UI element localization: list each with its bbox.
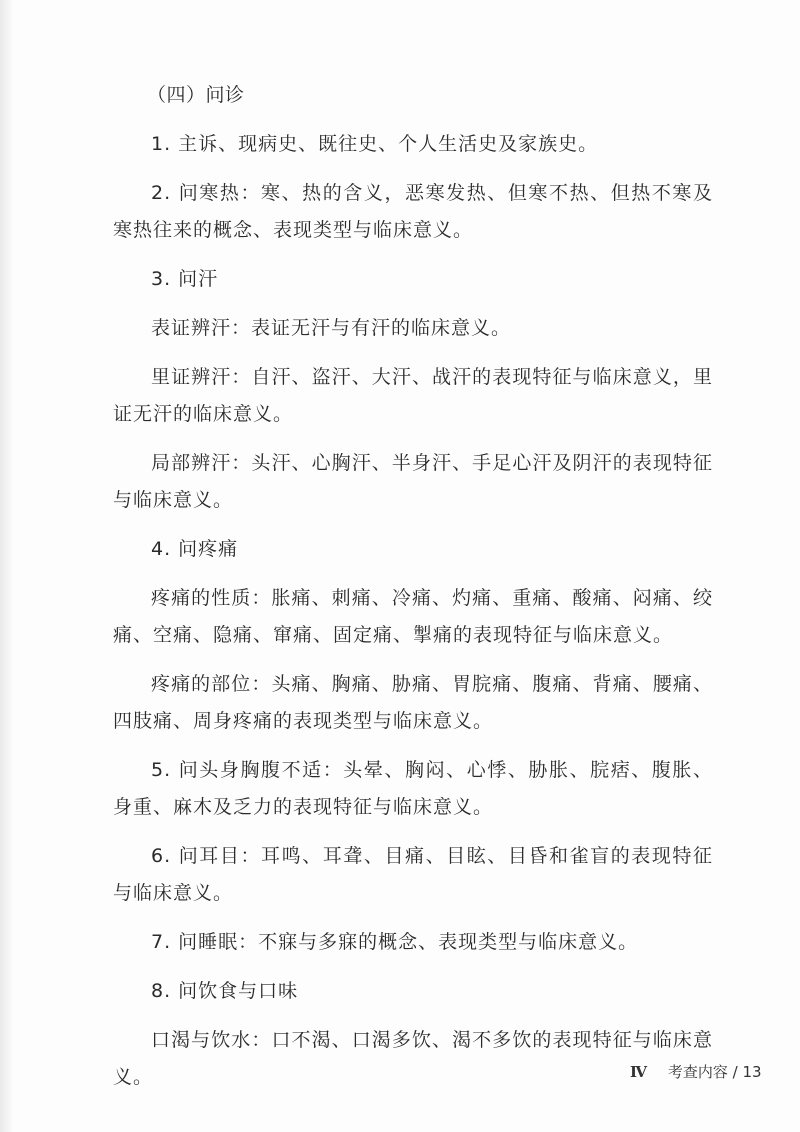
paragraph-body-discomfort: 5. 问头身胸腹不适：头晕、胸闷、心悸、胁胀、脘痞、腹胀、身重、麻木及乏力的表现特征与临床意义。	[113, 759, 713, 818]
paragraph-pain-nature: 疼痛的性质：胀痛、刺痛、冷痛、灼痛、重痛、酸痛、闷痛、绞痛、空痛、隐痛、窜痛、固定痛、掣痛的表现特征与临床意义。	[113, 587, 713, 646]
footer-separator: /	[732, 1063, 738, 1081]
paragraph-diet-heading: 8. 问饮食与口味	[151, 980, 299, 1002]
page-footer	[630, 1062, 762, 1082]
section-heading: （四）问诊	[147, 84, 245, 106]
paragraph-pain-heading: 4. 问疼痛	[151, 538, 239, 560]
paragraph-sleep: 7. 问睡眠：不寐与多寐的概念、表现类型与临床意义。	[151, 931, 639, 953]
paragraph-chief-complaint: 1. 主诉、现病史、既往史、个人生活史及家族史。	[151, 133, 599, 155]
paragraph-exterior-sweat: 表证辨汗：表证无汗与有汗的临床意义。	[151, 317, 512, 339]
paragraph-interior-sweat: 里证辨汗：自汗、盗汗、大汗、战汗的表现特征与临床意义，里证无汗的临床意义。	[113, 366, 713, 425]
paragraph-cold-heat: 2. 问寒热：寒、热的含义，恶寒发热、但寒不热、但热不寒及寒热往来的概念、表现类型与临床意义。	[113, 182, 713, 241]
paragraph-thirst: 口渴与饮水：口不渴、口渴多饮、渴不多饮的表现特征与临床意义。	[113, 1029, 713, 1088]
document-body	[113, 80, 713, 1096]
paragraph-sweat-heading: 3. 问汗	[151, 268, 219, 290]
footer-page-number: 13	[742, 1063, 762, 1081]
footer-section: 考查内容	[667, 1063, 728, 1081]
paragraph-pain-location: 疼痛的部位：头痛、胸痛、胁痛、胃脘痛、腹痛、背痛、腰痛、四肢痛、周身疼痛的表现类型与临床意义。	[113, 673, 713, 732]
page-edge-shadow	[0, 0, 14, 1132]
footer-chapter: Ⅳ	[630, 1063, 648, 1081]
paragraph-ears-eyes: 6. 问耳目：耳鸣、耳聋、目痛、目眩、目昏和雀盲的表现特征与临床意义。	[113, 845, 713, 904]
paragraph-local-sweat: 局部辨汗：头汗、心胸汗、半身汗、手足心汗及阴汗的表现特征与临床意义。	[113, 452, 713, 511]
